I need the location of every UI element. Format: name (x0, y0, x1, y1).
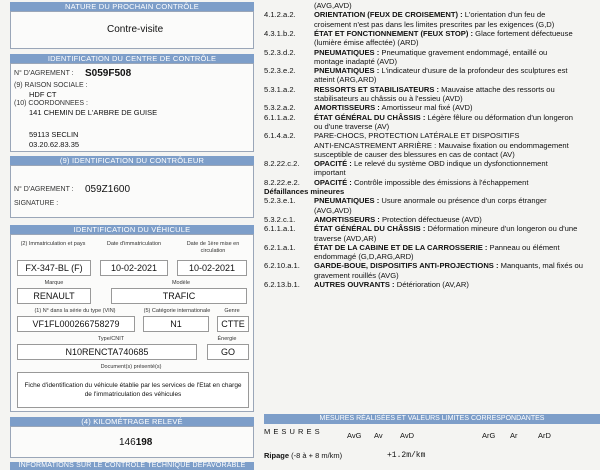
ripage-value: +1.2m/km (387, 451, 426, 460)
defect-text: PNEUMATIQUES : Usure anormale ou présence d'un corps étranger (314, 196, 547, 206)
footer-header: INFORMATIONS SUR LE CONTRÔLE TECHNIQUE DÉFAVORABLE (10, 462, 254, 470)
mesure-col-ar: Ar (510, 431, 518, 440)
raison-sociale-label: (9) RAISON SOCIALE : (14, 82, 88, 89)
vehicule-box (10, 234, 254, 412)
defect-text: OPACITÉ : Le relevé du système OBD indique un dysfonctionnement (314, 159, 548, 169)
ripage-row (264, 451, 342, 460)
genre-value: CTTE (217, 316, 249, 332)
defect-text: ÉTAT GÉNÉRAL DU CHÂSSIS : Déformation mineure d'un longeron ou d'une (314, 224, 578, 234)
imm-value: FX-347-BL (F) (17, 260, 91, 276)
ripage-label: Ripage (264, 451, 290, 460)
energie-label: Énergie (217, 336, 237, 342)
kilometrage-box (10, 426, 254, 458)
defect-text: croisement n'est pas dans les limites prescrites par les exigences (G,D) (314, 19, 555, 29)
address-line2: 59113 SECLIN (29, 130, 79, 139)
docs-label: Document(s) présenté(s) (100, 364, 162, 370)
modele-label: Modèle (171, 280, 191, 286)
vin-label: (1) N° dans la série du type (VIN) (34, 308, 116, 314)
defect-text: ORIENTATION (FEUX DE CROISEMENT) : L'orientation d'un feu de (314, 10, 546, 20)
defect-code: 5.2.3.d.2. (264, 47, 296, 57)
defect-text: AMORTISSEURS : Protection défectueuse (AVD) (314, 214, 482, 224)
cat-label: (5) Catégorie internationale (143, 308, 211, 314)
defect-text: montage inadapté (AVD) (314, 56, 398, 66)
controleur-box (10, 165, 254, 218)
cat-value: N1 (143, 316, 209, 332)
defect-code: 6.1.1.a.2. (264, 112, 296, 122)
defect-code: 6.2.13.b.1. (264, 280, 300, 289)
imm-label: (2) Immatriculation et pays (20, 241, 86, 247)
defect-text: susceptible de causer des blessures en cas de contact (AV) (314, 149, 515, 159)
defect-text: traverse (AVD,AR) (314, 233, 377, 243)
defect-text: GARDE-BOUE, DISPOSITIFS ANTI-PROJECTIONS : Manquants, mal fixés ou (314, 261, 583, 271)
date-circ-label: Date de 1ère mise en circulation (186, 241, 240, 254)
defect-text: PNEUMATIQUES : L'indicateur d'usure de la profondeur des sculptures est (314, 66, 568, 76)
defect-text: stabilisateurs au châssis ou à l'essieu (AVD) (314, 94, 463, 103)
vehicule-header: IDENTIFICATION DU VÉHICULE (10, 225, 254, 234)
km-prefix: 146 (119, 437, 136, 448)
defect-text: OPACITÉ : Contrôle impossible des émissions à l'échappement (314, 177, 529, 187)
genre-label: Genre (224, 308, 240, 314)
controleur-header: (9) IDENTIFICATION DU CONTRÔLEUR (10, 156, 254, 165)
defect-code: 6.2.1.a.1. (264, 242, 296, 252)
mesures-header: MESURES RÉALISÉES ET VALEURS LIMITES CORRESPONDANTES (264, 414, 600, 424)
defect-text: (lumière émise affectée) (ARD) (314, 38, 419, 48)
defect-text: ÉTAT GÉNÉRAL DU CHÂSSIS : Légère fêlure ou déformation d'un longeron (314, 112, 573, 122)
centre-box (10, 63, 254, 152)
mesure-col-arg: ArG (482, 431, 496, 440)
mesure-col-avd: AvD (400, 431, 415, 440)
defect-code: 4.1.2.a.2. (264, 10, 296, 20)
kilometrage-value (119, 437, 152, 448)
address-line1: 141 CHEMIN DE L'ARBRE DE GUISE (29, 108, 158, 117)
raison-sociale-value: HDF CT (29, 90, 57, 99)
defect-code: 5.3.2.c.1. (264, 214, 296, 224)
mesure-col-ard: ArD (538, 431, 551, 440)
left-column (0, 0, 262, 470)
defect-text: PNEUMATIQUES : Pneumatique gravement endommagé, entaillé ou (314, 47, 548, 57)
date-imm-label: Date d'immatriculation (106, 241, 162, 247)
defect-text: gravement rouillés (AVG) (314, 270, 399, 280)
defect-code: 8.2.22.c.2. (264, 159, 300, 169)
centre-agrement-label: N° D'AGREMENT : (14, 70, 74, 77)
mesure-col-avg: AvG (347, 431, 362, 440)
defect-text: (AVG,AVD) (314, 205, 352, 215)
signature-label: SIGNATURE : (14, 200, 59, 207)
marque-label: Marque (44, 280, 64, 286)
docs-value: Fiche d'identification du véhicule établie par les services de l'Etat en charge de l'immatriculation des véhicules (17, 372, 249, 408)
vin-value: VF1FL000266758279 (17, 316, 135, 332)
defect-code: 6.2.10.a.1. (264, 261, 300, 271)
prochain-controle-header: NATURE DU PROCHAIN CONTRÔLE (10, 2, 254, 11)
defect-text: ÉTAT DE LA CABINE ET DE LA CARROSSERIE : Panneau ou élément (314, 242, 560, 252)
prochain-controle-box (10, 11, 254, 49)
km-suffix: 198 (135, 437, 153, 448)
date-imm-value: 10-02-2021 (100, 260, 168, 276)
controleur-agrement-label: N° D'AGREMENT : (14, 186, 74, 193)
defect-text: ANTI-ENCASTREMENT ARRIÈRE : Mauvaise fixation ou endommagement (314, 140, 569, 150)
defect-code: 4.3.1.b.2. (264, 28, 296, 38)
defect-text: atteint (ARG,ARD) (314, 75, 377, 85)
defect-code: 5.2.3.e.1. (264, 196, 296, 206)
type-value: N10RENCTA740685 (17, 344, 197, 360)
centre-header: IDENTIFICATION DU CENTRE DE CONTRÔLE (10, 54, 254, 63)
defect-code: 8.2.22.e.2. (264, 177, 300, 187)
kilometrage-header: (4) KILOMÉTRAGE RELEVÉ (10, 417, 254, 426)
date-circ-value: 10-02-2021 (177, 260, 247, 276)
coordonnees-label: (10) COORDONNEES : (14, 100, 88, 107)
modele-value: TRAFIC (111, 288, 247, 304)
defect-code: Défaillances mineures (264, 187, 345, 196)
defect-text: AMORTISSEURS : Amortisseur mal fixé (AVD) (314, 103, 473, 113)
prochain-controle-value: Contre-visite (107, 24, 164, 35)
type-label: Type/CNIT (97, 336, 125, 342)
defect-code: 6.1.1.a.1. (264, 224, 296, 234)
defects-column (262, 0, 600, 470)
energie-value: GO (207, 344, 249, 360)
centre-agrement-value: S059F508 (85, 68, 132, 79)
defect-code: 5.2.3.e.2. (264, 66, 296, 76)
defect-text: ÉTAT ET FONCTIONNEMENT (FEUX STOP) : Glace fortement défectueuse (314, 28, 573, 38)
defect-code: 5.3.1.a.2. (264, 84, 296, 94)
controleur-agrement-value: 059Z1600 (85, 184, 131, 195)
defect-text: important (314, 168, 346, 178)
defect-text: RESSORTS ET STABILISATEURS : Mauvaise attache des ressorts ou (314, 84, 555, 94)
defect-text: ou d'une traverse (AV) (314, 121, 390, 131)
defect-text: endommagé (G,D,ARG,ARD) (314, 252, 414, 262)
marque-value: RENAULT (17, 288, 91, 304)
defect-text: (AVG,AVD) (314, 1, 352, 10)
phone: 03.20.62.83.35 (29, 140, 80, 149)
mesures-label: M E S U R E S (264, 427, 321, 436)
defect-text: PARE-CHOCS, PROTECTION LATÉRALE ET DISPOSITIFS (314, 131, 520, 141)
ripage-limit: (-8 à + 8 m/km) (291, 451, 343, 460)
defect-code: 6.1.4.a.2. (264, 131, 296, 141)
defect-code: 5.3.2.a.2. (264, 103, 296, 113)
defect-text: AUTRES OUVRANTS : Détérioration (AV,AR) (314, 280, 469, 289)
mesure-col-av: Av (374, 431, 383, 440)
